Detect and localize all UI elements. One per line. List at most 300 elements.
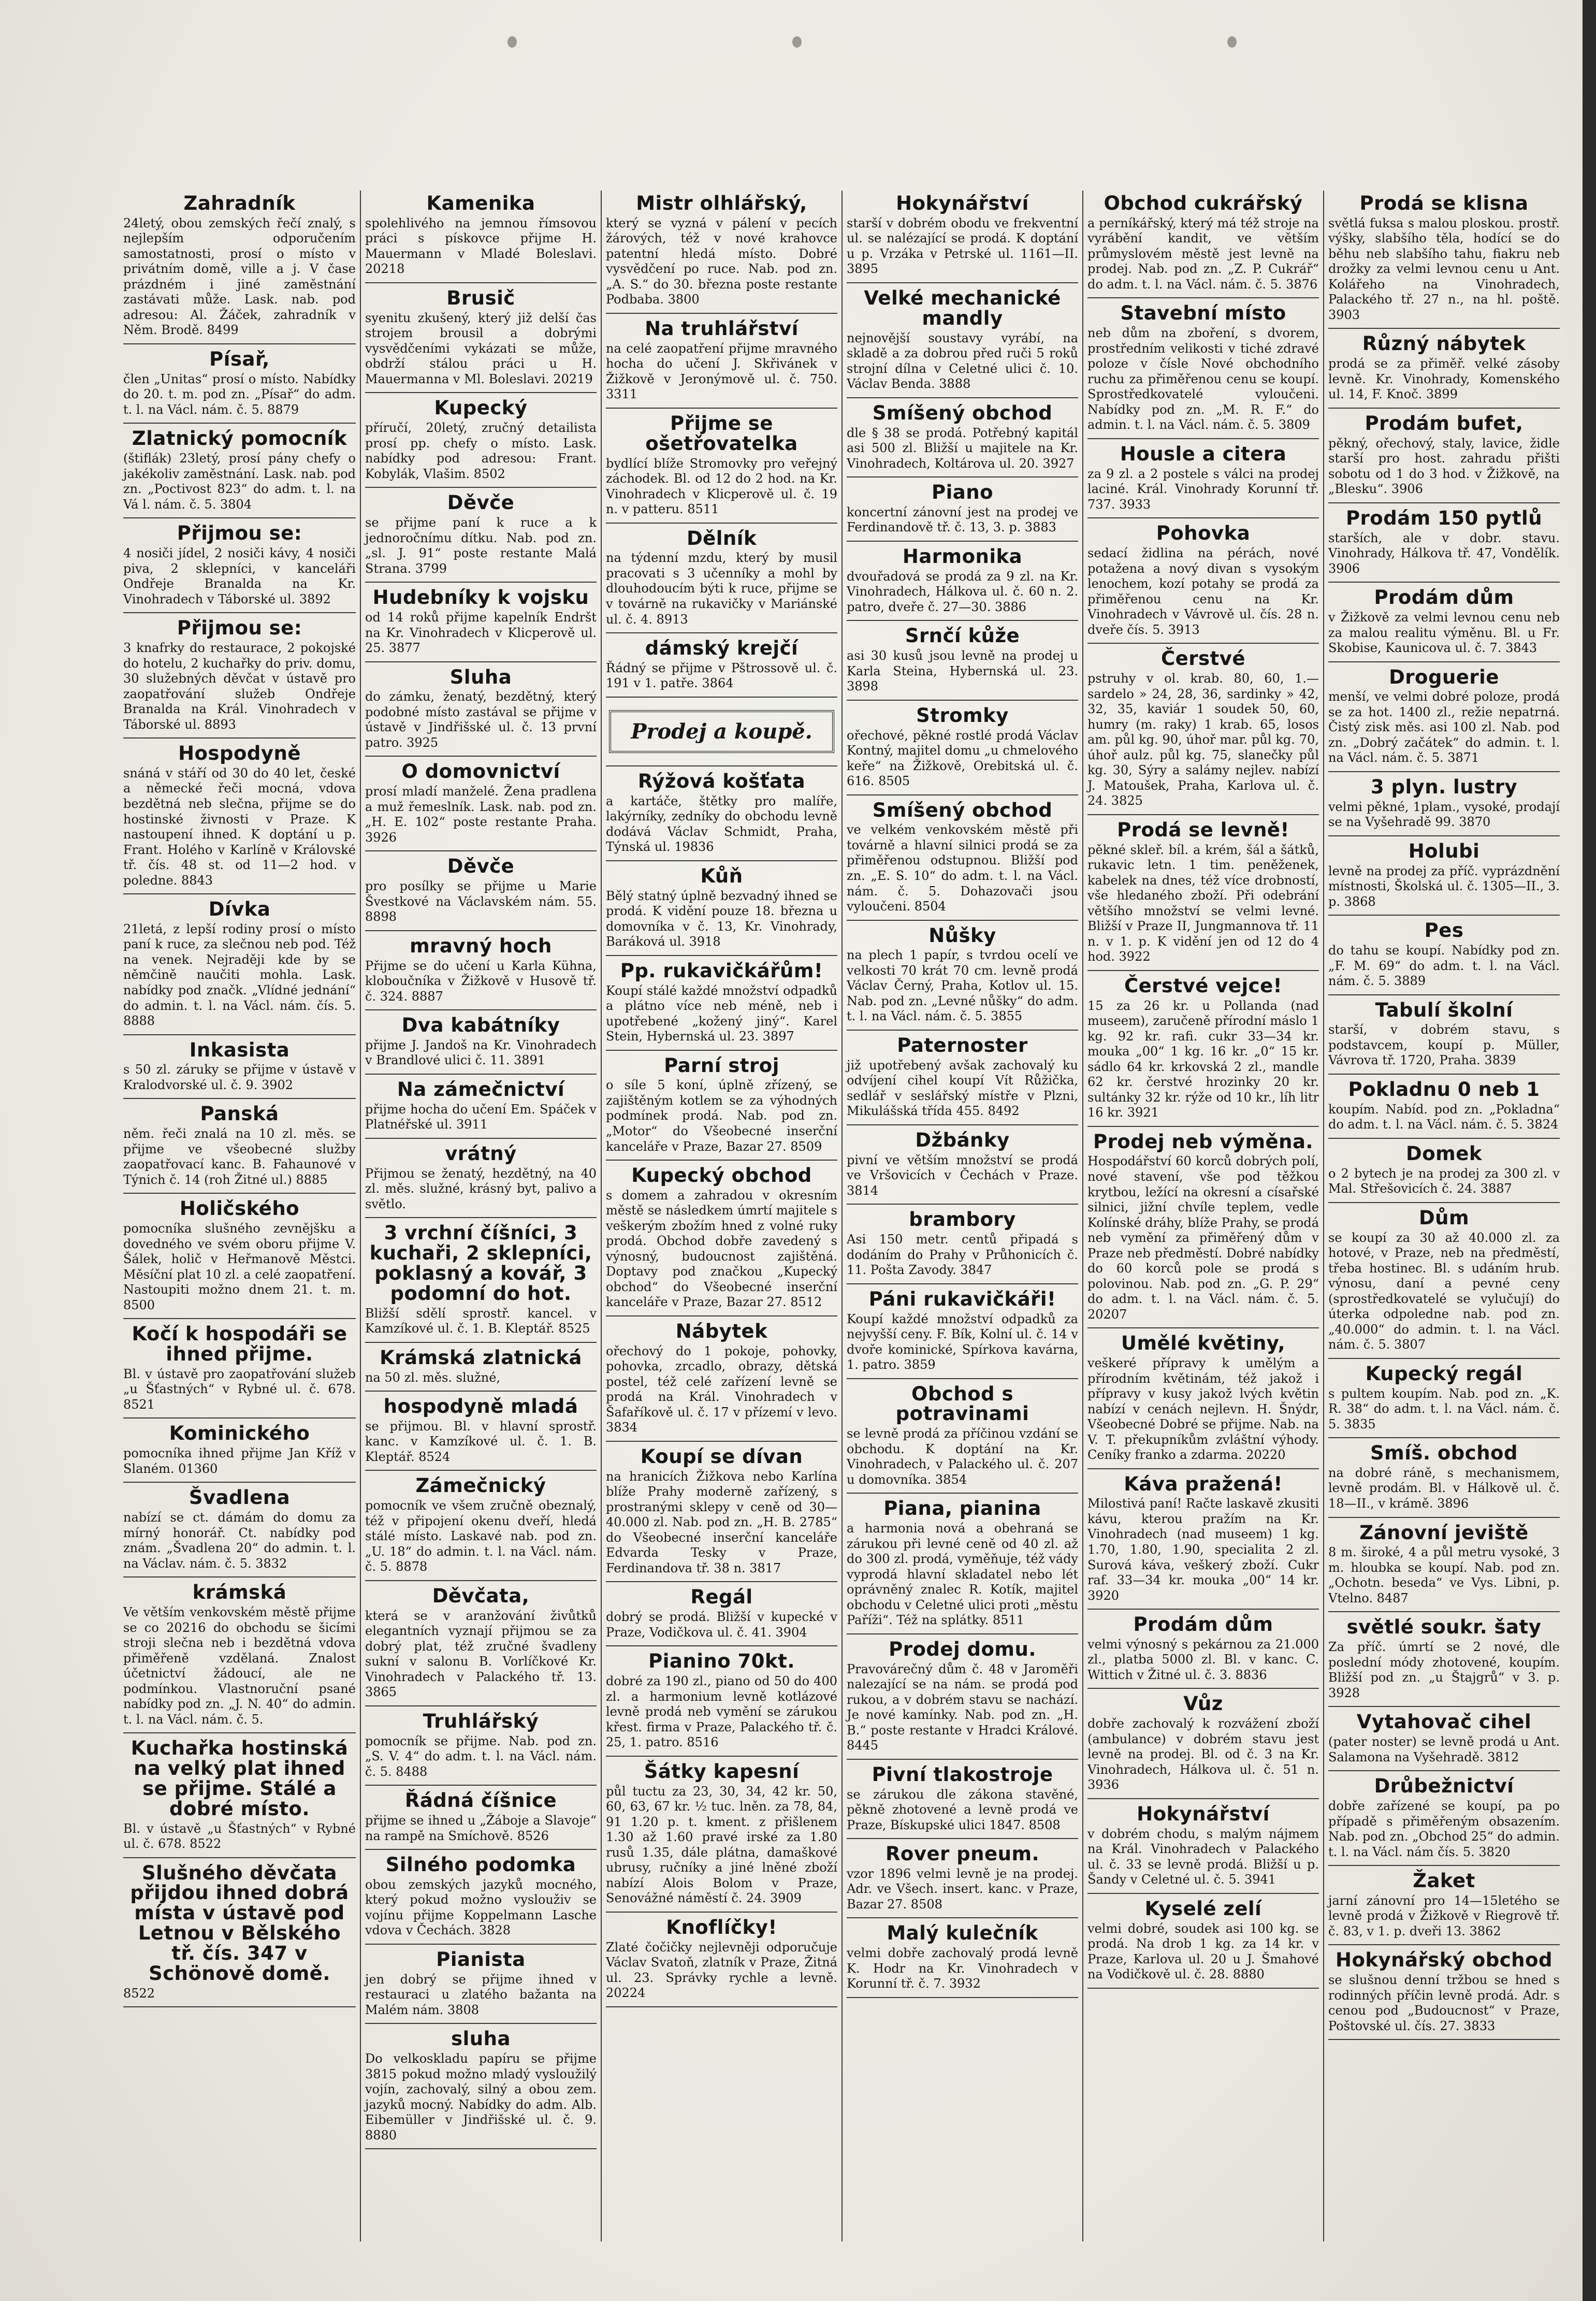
ad-heading: 3 plyn. lustry — [1370, 775, 1518, 798]
ad-text: levně na prodej za příč. vyprázdnění místnosti, Školská ul. č. 1305—II., 3. p. 3868 — [1328, 863, 1560, 909]
ad-heading: Panská — [200, 1103, 279, 1125]
classified-ad — [847, 1920, 1078, 1998]
ad-text: světlá fuksa s malou ploskou. prostř. výšky, slabšího těla, hodící se do běhu neb slabšího tahu, fiakru neb drožky za velmi levnou cenu u Ant. Kolářeho na Vinohradech, Palackého tř. 27 n., na hl. poště. 3903 — [1328, 215, 1560, 322]
column-3 — [601, 191, 841, 2241]
ad-heading: Slušného děvčata přijdou ihned dobrá místa v ústavě pod Letnou v Bělského tř. čís. 347 v Schönově domě. — [130, 1861, 349, 1985]
classified-ad — [365, 285, 597, 393]
ad-text: ořechový do 1 pokoje, pohovky, pohovka, zrcadlo, obrazy, dětská postel, též celé zařízení levně se prodá na Král. Vinohradech v Šafaříkově ul. č. 17 v přízemí v levo. 3834 — [606, 1343, 837, 1435]
ad-heading: O domovnictví — [401, 760, 560, 783]
ad-text: pomocníka slušného zevnějšku a dovedného ve svém oboru přijme V. Šálek, holič v Heřmanově Městci. Měsíční plat 10 zl. a celé zaopatření. Nastoupiti možno dnem 21. t. m. 8500 — [123, 1221, 356, 1312]
ad-text: dobré za 190 zl., piano od 50 do 400 zl. a harmonium levně kotlázové levně prodá neb vymění se zárukou křest. firma v Praze, Palackého tř. č. 25, 1. patro. 8516 — [606, 1674, 837, 1750]
ad-heading: Žaket — [1413, 1870, 1475, 1892]
ad-text: dle § 38 se prodá. Potřebný kapitál asi 500 zl. Bližší u majitele na Kr. Vinohradech, Koltárova ul. 20. 3927 — [847, 425, 1078, 471]
classified-ad — [847, 1496, 1078, 1634]
classified-ad — [1328, 1773, 1560, 1866]
classified-ad — [847, 1127, 1078, 1205]
ad-heading: Vůz — [1183, 1692, 1223, 1715]
classified-ad — [123, 346, 356, 424]
ad-text: Zlaté čočičky nejlevněji odporučuje Václav Svatoň, zlatník v Praze, Žitná ul. 23. Správky rychle a levně. 20224 — [606, 1940, 837, 2001]
classified-ad — [365, 2026, 597, 2149]
ad-heading: Domek — [1406, 1142, 1482, 1165]
ad-text: na hranicích Žižkova nebo Karlína blíže Prahy moderně zařízený, s prostranými sklepy v ceně od 30—40.000 zl. Nab. pod zn. „H. B. 2785“ do Všeobecné inserční kanceláře Edvarda Tesky v Praze, Ferdinandova tř. 38 n. 3817 — [606, 1469, 837, 1575]
ad-heading: Kyselé zelí — [1144, 1897, 1262, 1920]
ad-text: pomocník se přijme. Nab. pod zn. „S. V. 4“ do adm. t. l. na Václ. nám. č. 5. 8488 — [365, 1733, 597, 1779]
page-edge — [1583, 0, 1596, 2301]
ad-text: neb dům na zboření, s dvorem, prostředním velikosti v tiché zdravé poloze v čísle Nové obchodního ruchu za přiměřenou cenu se koupí. Sprostředkovatelé vyloučeni. Nabídky pod zn. „M. R. F.“ do admin. t. l. na Václ. nám. č. 5. 3809 — [1087, 326, 1319, 432]
ad-heading: Džbánky — [915, 1128, 1010, 1151]
section-banner — [606, 700, 837, 766]
classified-ad — [606, 411, 837, 524]
classified-ad — [1087, 1330, 1319, 1469]
ad-heading: 3 vrchní číšníci, 3 kuchaři, 2 sklepníci, poklasný a kovář, 3 podomní do hot. — [369, 1222, 592, 1305]
ad-heading: Pianino 70kt. — [648, 1650, 795, 1673]
ad-text: velmi pěkné, 1plam., vysoké, prodají se na Vyšehradě 99. 3870 — [1328, 799, 1560, 830]
classified-ad — [123, 1485, 356, 1578]
classified-ad — [847, 1762, 1078, 1839]
ad-text: přijme J. Jandoš na Kr. Vinohradech v Brandlové ulici č. 11. 3891 — [365, 1037, 597, 1068]
header-mark — [507, 36, 517, 48]
ad-text: Ve větším venkovském městě přijme se co 20216 do obchodu se šicími stroji slečna neb i bezdětná vdova přiměřeně vzdělaná. Znalost účetnictví žádoucí, ale ne podmínkou. Vlastnoruční psané nabídky pod zn. „J. N. 40“ do admin. t. l. na Václ. nám. č. 5. — [123, 1605, 356, 1727]
classified-ad — [606, 1915, 837, 2007]
ad-heading: Kupecký obchod — [631, 1164, 812, 1187]
ad-text: na 50 zl. měs. služné, — [365, 1370, 501, 1385]
classified-ad — [123, 1196, 356, 1319]
ad-text: člen „Unitas“ prosí o místo. Nabídky do 20. t. m. pod zn. „Písař“ do adm. t. l. na Václ. nám. č. 5. 8879 — [123, 371, 356, 417]
ad-heading: Koupí se dívan — [640, 1445, 803, 1468]
classified-ad — [365, 1012, 597, 1075]
classified-ad — [365, 1947, 597, 2024]
ad-text: Bl. v ústavě pro zaopatřování služeb „u Šťastných“ v Rybné ul. č. 678. 8521 — [123, 1366, 356, 1412]
ad-text: dobře zachovalý k rozvážení zboží (ambulance) v dobrém stavu jest levně na prodej. Bl. od č. 3 na Kr. Vinohradech, Hálkova ul. č. 51 n. 3936 — [1087, 1716, 1319, 1792]
classified-ad — [1087, 1612, 1319, 1689]
ad-text: koncertní zánovní jest na prodej ve Ferdinandově tř. č. 13, 3. p. 3883 — [847, 504, 1078, 535]
ad-text: Řádný se přijme v Pštrossově ul. č. 191 v 1. patře. 3864 — [606, 660, 837, 691]
ad-text: dobrý se prodá. Bližší v kupecké v Praze, Vodičkova ul. č. 41. 3904 — [606, 1610, 837, 1640]
ad-text: snáná v stáří od 30 do 40 let, české a německé řeči mocná, vdova bezdětná neb slečna, přijme se do hostinské živnosti v Praze. K nastoupení ihned. K doptání u p. Frant. Holého v Karlíně v Královské tř. čís. 48 st. od 11—2 hod. v poledne. 8843 — [123, 765, 356, 888]
ad-heading: Dělník — [686, 527, 757, 549]
ad-text: starších, ale v dobr. stavu. Vinohrady, Hálkova tř. 47, Vondělík. 3906 — [1328, 530, 1560, 576]
ad-heading: Na zámečnictví — [397, 1078, 565, 1101]
ad-heading: Srnčí kůže — [905, 625, 1020, 647]
ad-heading: hospodyně mladá — [383, 1395, 578, 1418]
header-mark — [792, 36, 802, 48]
ad-text: v dobrém chodu, s malým nájmem na Král. Vinohradech v Palackého ul. č. 33 se levně prodá. Bližší u p. Šandy v Celetné ul. č. 5. 3941 — [1087, 1826, 1319, 1887]
classified-ad — [847, 480, 1078, 542]
ad-heading: Umělé květiny, — [1121, 1332, 1286, 1355]
ad-heading: Vytahovač cihel — [1356, 1711, 1532, 1733]
ad-heading: Řádná číšnice — [404, 1789, 557, 1812]
ad-heading: Prodej neb výměna. — [1093, 1130, 1313, 1153]
classified-ad — [1328, 664, 1560, 772]
ad-text: Pravovárečný dům č. 48 v Jaroměři nalezající se na nám. se prodá pod rukou, a v dobrém stavu se nachází. Je nové kamínky. Nab. pod zn. „H. B.“ poste restante v Hradci Králové. 8445 — [847, 1661, 1078, 1753]
column-6 — [1323, 191, 1564, 2241]
ad-text: 3 knafrky do restaurace, 2 pokojské do hotelu, 2 kuchařky do priv. domu, 30 služebných děvčat v ústavě pro zaopatřování služeb Ondřeje Branalda na Král. Vinohradech v Táborské ul. 8893 — [123, 641, 356, 732]
ad-text: 8522 — [123, 1986, 155, 2001]
ad-text: něm. řeči znalá na 10 zl. měs. se přijme ve všeobecné služby zaopatřovací kanc. B. Fahaunové v Týnich č. 14 (roh Žitné ul.) 8885 — [123, 1126, 356, 1187]
ad-heading: světlé soukr. šaty — [1346, 1616, 1542, 1639]
ad-text: nabízí se ct. dámám do domu za mírný honorář. Ct. nabídky pod znám. „Švadlena 20“ do admin. t. l. na Václav. nám. č. 5. 3832 — [123, 1510, 356, 1571]
ad-heading: Děvčata, — [432, 1584, 530, 1607]
classified-ad — [847, 1286, 1078, 1379]
ad-heading: Pohovka — [1156, 522, 1251, 545]
ad-text: sedací židlina na pérách, nové potažena a nový divan s vysokým lenochem, kozí potahy se prodá za přiměřenou cenu na Kr. Vinohradech v Vávrově ul. čís. 28 n. dveře čís. 5. 3913 — [1087, 546, 1319, 637]
classified-ad — [606, 958, 837, 1051]
column-5 — [1082, 191, 1323, 2241]
classified-ad — [365, 191, 597, 283]
ad-heading: Přijme se ošetřovatelka — [645, 412, 798, 455]
classified-ad — [1328, 774, 1560, 836]
ad-text: na celé zaopatření přijme mravného hocha do učení J. Skřivánek v Žižkově v Jeronýmově ul. č. 750. 3311 — [606, 341, 837, 402]
ad-heading: Smíšený obchod — [872, 401, 1053, 424]
classified-ad — [1328, 1205, 1560, 1359]
classified-ad — [365, 933, 597, 1010]
classified-ad — [123, 1735, 356, 1858]
ad-heading: Nábytek — [675, 1320, 768, 1342]
classified-ad — [606, 1584, 837, 1646]
classified-ad — [606, 1648, 837, 1756]
ad-text: o 2 bytech je na prodej za 300 zl. v Mal. Střešovicích č. 24. 3887 — [1328, 1166, 1560, 1196]
ad-heading: Dům — [1418, 1206, 1470, 1229]
ad-text: velmi dobré, soudek asi 100 kg. se prodá. Na drob 1 kg. za 14 kr. v Praze, Karlova ul. 20 u J. Šmahové na Vodičkově ul. č. 28. 8880 — [1087, 1921, 1319, 1982]
ad-text: pomocníka ihned přijme Jan Kříž v Slaném. 01360 — [123, 1446, 356, 1476]
ad-text: 24letý, obou zemských řečí znalý, s nejlepším odporučením samostatnosti, prosí o místo v privátním domě, ville a j. V čase prázdném i jiné zaměstnání zastávati může. Lask. nab. pod adresou: Al. Žáček, zahradník v Něm. Brodě. 8499 — [123, 215, 356, 338]
ad-heading: Kočí k hospodáři se ihned přijme. — [132, 1323, 347, 1366]
classified-ad — [847, 285, 1078, 398]
classified-ad — [606, 1163, 837, 1316]
classified-ad — [847, 1637, 1078, 1760]
ad-text: 8 m. široké, 4 a půl metru vysoké, 3 m. hloubka se koupí. Nab. pod zn. „Ochotn. beseda“ ve Vys. Libni, p. Vtelno. 8487 — [1328, 1545, 1560, 1605]
ad-text: Hospodářství 60 korců dobrých polí, nové stavení, vše pod těžkou krytbou, ležící na okresní a císařské silnici, jižní chvíle teplem, vedle Kolínské dráhy, blíže Prahy, se prodá neb vymění za přiměřený dům v Praze neb předměstí. Dobré nabídky do 60 korců pole se prodá s polovinou. Nab. pod zn. „G. P. 29“ do adm. t. l. na Václ. nám. č. 5. 20207 — [1087, 1154, 1319, 1322]
classified-ad — [1087, 973, 1319, 1127]
classified-ad — [606, 526, 837, 633]
ad-heading: Rover pneum. — [885, 1843, 1040, 1865]
ad-text: se přijme paní k ruce a k jednoročnímu dítku. Nab. pod zn. „sl. J. 91“ poste restante Malá Strana. 3799 — [365, 515, 597, 576]
classified-ad — [1087, 441, 1319, 518]
ad-heading: Přijmou se: — [177, 522, 302, 545]
classified-ad — [1087, 1691, 1319, 1799]
classified-ad — [365, 1141, 597, 1218]
ad-heading: Děvče — [447, 855, 515, 878]
ad-heading: Silného podomka — [385, 1854, 576, 1876]
ad-heading: Droguerie — [1389, 665, 1499, 688]
ad-text: Bělý statný úplně bezvadný ihned se prodá. K vidění pouze 18. března u domovníka v č. 13, Kr. Vinohrady, Baráková ul. 3918 — [606, 888, 837, 949]
ad-heading: Stavební místo — [1120, 302, 1286, 325]
ad-text: ořechové, pěkné rostlé prodá Václav Kontný, majitel domu „u chmelového keře“ na Žižkově, Orebitská ul. č. 616. 8505 — [847, 728, 1078, 789]
ad-heading: Čerstvé vejce! — [1124, 974, 1283, 997]
ad-heading: Velké mechanické mandly — [864, 286, 1061, 329]
ad-heading: Zahradník — [183, 192, 296, 214]
ad-heading: Prodá se levně! — [1117, 818, 1289, 841]
ad-text: v Žižkově za velmi levnou cenu neb za malou realitu výměnu. Bl. u Fr. Skobise, Kaunicova ul. č. 7. 3843 — [1328, 610, 1560, 656]
ad-text: již upotřebený avšak zachovalý ku odvíjení cihel koupí Vít Růžička, sedlář v seslářský místře v Plzni, Mikulášská třída 455. 8492 — [847, 1058, 1078, 1119]
ad-text: do tahu se koupí. Nabídky pod zn. „F. M. 69“ do adm. t. l. na Václ. nám. č. 5. 3889 — [1328, 943, 1560, 989]
ad-text: se slušnou denní tržbou se hned s rodinných příčin levně prodá. Adr. s cenou pod „Budoucnost“ v Praze, Poštovské ul. čís. 27. 3833 — [1328, 1973, 1560, 2033]
ad-text: obou zemských jazyků mocného, který pokud možno vyslouživ se vojínu přijme Koppelmann Lasche vdova v Čechách. 3828 — [365, 1877, 597, 1938]
classified-ad — [123, 1101, 356, 1194]
ad-heading: Zánovní jeviště — [1359, 1521, 1529, 1544]
classified-ad — [847, 1207, 1078, 1284]
ad-heading: Knoflíčky! — [666, 1916, 777, 1938]
ad-text: a harmonia nová a obehraná se zárukou při levné ceně od 40 zl. až do 300 zl. prodá, vyměňuje, též vády vyprodá hlavní skladatel nebo lét oprávněný znalec R. Kotík, majitel obchodu v Celetné ulici proti „městu Paříži“. Též na splátky. 8511 — [847, 1521, 1078, 1628]
classified-ad — [606, 1444, 837, 1582]
classified-ad — [606, 1319, 837, 1442]
classified-ad — [1328, 1077, 1560, 1139]
ad-heading: Šátky kapesní — [644, 1760, 800, 1783]
ad-text: dobře zařízené se koupí, pa po případě s přiměřeným obsazením. Nab. pod zn. „Obchod 25“ do admin. t. l. na Václ. nám čís. 5. 3820 — [1328, 1799, 1560, 1859]
classified-ad — [1328, 1709, 1560, 1771]
ad-text: Do velkoskladu papíru se přijme 3815 pokud možno mladý vysloužilý vojín, zachovalý, silný a obou zem. jazyků mocný. Nabídky do adm. Alb. Eibemüller v Jindřišské ul. č. 9. 8880 — [365, 2051, 597, 2143]
ad-heading: Švadlena — [188, 1486, 291, 1509]
classified-ad — [847, 1033, 1078, 1125]
ad-text: který se vyzná v pálení v pecích žárových, též v nové krahovce patentní hledá místo. Dobré vysvědčení po ruce. Nab. pod zn. „A. S.“ do 30. března poste restante Podbaba. 3800 — [606, 215, 837, 307]
ad-text: velmi dobře zachovalý prodá levně K. Hodr na Kr. Vinohradech v Korunní tř. č. 7. 3932 — [847, 1946, 1078, 1991]
ad-text: s domem a zahradou v okresním městě se následkem úmrtí majitele s veškerým zbožím hned z volné ruky prodá. Obchod dobře zavedený s výnosný, budoucnost zajištěná. Doptavy pod značkou „Kupecký obchod“ do Všeobecné inserční kanceláře v Praze, Bazar 27. 8512 — [606, 1188, 837, 1310]
classified-ad — [1328, 1361, 1560, 1438]
ad-text: veškeré přípravy k umělým a přírodním květinám, též jakož i přípravy v kusy jakož lvých květin nabízí v cenách nejlevn. H. Šnýdr, Všeobecné Dobré se přijme. Nab. na V. T. překupníkům zvláštní výhody. Ceníky franko a zdarma. 20220 — [1087, 1355, 1319, 1463]
ad-text: Bl. v ústavě „u Šťastných“ v Rybné ul. č. 678. 8522 — [123, 1821, 356, 1851]
classified-columns — [119, 191, 1564, 2241]
ad-text: za 9 zl. a 2 postele s válci na prodej laciné. Král. Vinohrady Korunní tř. 737. 3933 — [1087, 466, 1319, 512]
classified-ad — [606, 1759, 837, 1913]
ad-text: Přijme se do učení u Karla Kühna, kloboučníka v Žižkově v Husově tř. č. 324. 8887 — [365, 958, 597, 1004]
ad-heading: Nůšky — [928, 924, 996, 947]
classified-ad — [847, 544, 1078, 621]
ad-text: a kartáče, štětky pro malíře, lakýrníky, zedníky do obchodu levně dodává Václav Schmidt, Praha, Týnská ul. 19836 — [606, 793, 837, 855]
classified-ad — [606, 863, 837, 956]
classified-ad — [1087, 1896, 1319, 1989]
classified-ad — [365, 759, 597, 851]
ad-heading: krámská — [192, 1581, 287, 1604]
ad-heading: Prodám bufet, — [1365, 412, 1524, 435]
ad-text: nejnovější soustavy vyrábí, na skladě a za dobrou před ruči 5 roků strojní dílna v Celetné ulici č. 10. Václav Benda. 3888 — [847, 330, 1078, 392]
ad-heading: Rýžová košťata — [637, 770, 806, 792]
classified-ad — [847, 703, 1078, 795]
ad-heading: Truhlářský — [423, 1710, 539, 1732]
classified-ad — [1087, 191, 1319, 298]
ad-heading: Tabulí školní — [1375, 998, 1513, 1021]
ad-text: 15 za 26 kr. u Pollanda (nad museem), zaručeně přírodní máslo 1 kg. 92 kr. rafi. cukr 33—34 kr. mouka „00“ 1 kg. 16 kr. „0“ 15 kr. sádlo 64 kr. krkovská 2 zl., mandle 62 kr. čerstvé hrozinky 20 kr. sultánky 32 kr. rýže od 10 kr., líh litr 16 kr. 3921 — [1087, 998, 1319, 1120]
ad-heading: Parní stroj — [664, 1054, 779, 1077]
ad-text: prodá se za přiměř. velké zásoby levně. Kr. Vinohrady, Komenského ul. 14, F. Knoč. 3899 — [1328, 356, 1560, 402]
classified-ad — [123, 615, 356, 739]
classified-ad — [1087, 520, 1319, 644]
ad-heading: Mistr olhlářský, — [636, 192, 807, 214]
ad-heading: Pianista — [436, 1948, 526, 1971]
classified-ad — [365, 1345, 597, 1392]
ad-heading: Hospodyně — [178, 742, 301, 765]
ad-heading: Stromky — [916, 704, 1009, 727]
ad-heading: Hokynářský obchod — [1336, 1949, 1553, 1972]
ad-heading: mravný hoch — [410, 934, 552, 957]
classified-ad — [1087, 1471, 1319, 1610]
ad-heading: Prodám dům — [1374, 586, 1514, 609]
classified-ad — [1328, 838, 1560, 916]
ad-heading: vrátný — [445, 1142, 517, 1165]
ad-heading: Drůbežnictví — [1374, 1775, 1514, 1798]
classified-ad — [365, 395, 597, 488]
classified-ad — [606, 635, 837, 698]
classified-ad — [123, 741, 356, 894]
ad-text: (štiflák) 23letý, prosí pány chefy o jakékoliv zaměstnání. Lask. nab. pod zn. „Poctivost 823“ do adm. t. l. na Vá l. nám. č. 5. 3804 — [123, 451, 356, 512]
ad-heading: Zlatnický pomocník — [132, 427, 347, 450]
classified-ad — [123, 191, 356, 344]
classified-ad — [1087, 1129, 1319, 1329]
classified-ad — [365, 1394, 597, 1471]
ad-text: o síle 5 koní, úplně zřízený, se zajištěným kotlem se za výhodných podmínek prodá. Nab. pod zn. „Motor“ do Všeobecné inserční kanceláře v Praze, Bazar 27. 8509 — [606, 1078, 837, 1154]
classified-ad — [847, 923, 1078, 1031]
ad-text: asi 30 kusů jsou levně na prodej u Karla Steina, Hybernská ul. 23. 3898 — [847, 648, 1078, 694]
classified-ad — [123, 1860, 356, 2008]
classified-ad — [365, 1788, 597, 1850]
ad-heading: Různý nábytek — [1362, 332, 1526, 355]
classified-ad — [123, 520, 356, 613]
classified-ad — [847, 400, 1078, 477]
ad-heading: Páni rukavičkáři! — [868, 1287, 1056, 1310]
ad-heading: Dívka — [208, 898, 271, 921]
ad-heading: Přijmou se: — [177, 617, 302, 640]
classified-ad — [365, 490, 597, 583]
column-4 — [841, 191, 1082, 2241]
ad-text: na dobré ráně, s mechanismem, levně prodám. Bl. v Hálkově ul. č. 18—II., v krámě. 3896 — [1328, 1465, 1560, 1511]
ad-heading: Prodá se klisna — [1359, 192, 1529, 214]
ad-text: Koupí stálé každé množství odpadků a plátno více neb méně, neb i upotřebené „kožený jiný“. Karel Stein, Hybernská ul. 23. 3897 — [606, 983, 837, 1044]
classified-ad — [365, 1220, 597, 1342]
classified-ad — [365, 1077, 597, 1139]
classified-ad — [1328, 1520, 1560, 1613]
ad-text: od 14 roků přijme kapelník Endršt na Kr. Vinohradech v Klicperově ul. 25. 3877 — [365, 610, 597, 656]
ad-text: prosí mladí manželé. Žena pradlena a muž řemeslník. Lask. nab. pod zn. „H. E. 102“ poste restante Praha. 3926 — [365, 784, 597, 845]
ad-heading: Obchod s potravinami — [895, 1382, 1029, 1425]
classified-ad — [123, 426, 356, 518]
ad-heading: sluha — [451, 2028, 511, 2050]
ad-text: dvouřadová se prodá za 9 zl. na Kr. Vinohradech, Hálkova ul. č. 60 n. 2. patro, dveře č. 27—30. 3886 — [847, 569, 1078, 614]
ad-heading: Kupecký regál — [1365, 1362, 1523, 1385]
ad-heading: Dva kabátníky — [401, 1014, 560, 1037]
ad-text: koupím. Nabíd. pod zn. „Pokladna“ do adm. t. l. na Václ. nám. č. 5. 3824 — [1328, 1102, 1560, 1132]
ad-text: půl tuctu za 23, 30, 34, 42 kr. 50, 60, 63, 67 kr. ½ tuc. lněn. za 78, 84, 91 1.20 p. t. kment. z přišlenem 1.30 až 1.60 pravé irské za 1.80 rusů 1.35, dále plátna, damaškové ubrusy, ručníky a jiné lněné zboží nabízí Alois Bolom v Praze, Senovážné náměstí č. 24. 3909 — [606, 1784, 837, 1906]
ad-text: Koupí každé množství odpadků za nejvyšší ceny. F. Bík, Kolní ul. č. 14 v dvoře kominické, Spírkova kavárna, 1. patro. 3859 — [847, 1311, 1078, 1372]
classified-ad — [847, 798, 1078, 921]
ad-text: 21letá, z lepší rodiny prosí o místo paní k ruce, za slečnou neb pod. Též na venek. Nejraději kde by se němčině naučiti mohla. Lask. nabídky pod značk. „Vlídné jednání“ do admin. t. l. na Václ. nám. čís. 5. 8888 — [123, 921, 356, 1029]
ad-text: Přijmou se ženatý, hezdětný, na 40 zl. měs. služné, krásný byt, palivo a světlo. — [365, 1166, 597, 1211]
ad-heading: Hokynářství — [1137, 1802, 1270, 1825]
ad-heading: Obchod cukrářský — [1104, 192, 1303, 214]
classified-ad — [1328, 1440, 1560, 1517]
ad-text: (pater noster) se levně prodá u Ant. Salamona na Vyšehradě. 3812 — [1328, 1734, 1560, 1764]
ad-heading: Holubi — [1408, 840, 1480, 862]
classified-ad — [365, 853, 597, 931]
classified-ad — [847, 1841, 1078, 1918]
ad-text: přijme hocha do učení Em. Spáček v Platnéřské ul. 3911 — [365, 1102, 597, 1132]
ad-text: jen dobrý se přijme ihned v restauraci u zlatého bažanta na Malém nám. 3808 — [365, 1972, 597, 2017]
ad-heading: Malý kulečník — [887, 1922, 1038, 1945]
ad-heading: dámský krejčí — [645, 637, 799, 660]
classified-ad — [123, 1037, 356, 1099]
ad-heading: Pivní tlakostroje — [872, 1763, 1053, 1786]
ad-heading: Prodej domu. — [889, 1638, 1036, 1660]
header-mark — [1227, 36, 1237, 48]
ad-text: bydlící blíže Stromovky pro veřejný záchodek. Bl. od 12 do 2 hod. na Kr. Vinohradech v Klicperově ul. č. 19 n. v patteru. 8511 — [606, 456, 837, 517]
ad-heading: Pes — [1424, 919, 1464, 942]
classified-ad — [1087, 817, 1319, 971]
classified-ad — [365, 1583, 597, 1706]
classified-ad — [1087, 300, 1319, 439]
ad-heading: Prodám dům — [1133, 1613, 1273, 1636]
ad-text: s 50 zl. záruky se přijme v ústavě v Kralodvorské ul. č. 9. 3902 — [123, 1062, 356, 1092]
ad-heading: Kupecký — [434, 397, 528, 419]
classified-ad — [606, 191, 837, 314]
ad-heading: Pp. rukavičkářům! — [620, 959, 823, 982]
ad-text: se přijmou. Bl. v hlavní sprostř. kanc. v Kamzíkové ul. č. 1. B. Kleptář. 8524 — [365, 1419, 597, 1464]
ad-heading: Kamenika — [426, 192, 535, 214]
ad-heading: Prodám 150 pytlů — [1345, 506, 1543, 529]
classified-ad — [123, 1321, 356, 1419]
ad-heading: Sluha — [449, 665, 512, 688]
ad-text: na týdenní mzdu, který by musil pracovati s 3 učenníky a mohl by dlouhodoucím býti k ruce, přijme se v továrně na rukavičky v Mariánské ul. č. 4. 8913 — [606, 551, 837, 627]
ad-text: starší v dobrém obodu ve frekventní ul. se nalézající se prodá. K doptání u p. Vrzáka v Petrské ul. 1161—II. 3895 — [847, 215, 1078, 277]
ad-heading: brambory — [909, 1208, 1016, 1231]
classified-ad — [365, 1709, 597, 1786]
column-1 — [119, 191, 360, 2241]
classified-ad — [1328, 918, 1560, 995]
ad-text: do zámku, ženatý, bezdětný, který podobné místo zastával se přijme v ústavě v Jindřišské ul. č. 13 první patro. 3925 — [365, 689, 597, 750]
ad-heading: Čerstvé — [1161, 647, 1245, 670]
ad-text: na plech 1 papír, s tvrdou ocelí ve velkosti 70 krát 70 cm. levně prodá Václav Černý, Praha, Kotlov ul. 15. Nab. pod zn. „Levné nůšky“ do adm. t. l. na Václ. nám. č. 5. 3855 — [847, 948, 1078, 1024]
classified-ad — [606, 769, 837, 861]
classified-ad — [847, 191, 1078, 283]
classified-ad — [1087, 1801, 1319, 1894]
ad-heading: Děvče — [447, 491, 515, 514]
classified-ad — [1328, 1141, 1560, 1203]
ad-heading: Housle a citera — [1120, 442, 1287, 465]
ad-text: pomocník ve všem zručně obeznalý, též v připojení okenu dveří, hledá stálé místo. Laskavé nab. pod zn. „U. 18“ do admin. t. l. na Václ. nám. č. 5. 8878 — [365, 1498, 597, 1574]
ad-text: přijme se ihned u „Žáboje a Slavoje“ na rampě na Smíchově. 8526 — [365, 1813, 597, 1843]
ad-text: Bližší sdělí sprostř. kancel. v Kamzíkové ul. č. 1. B. Kleptář. 8525 — [365, 1306, 597, 1336]
ad-text: Asi 150 metr. centů připadá s dodáním do Prahy v Průhonicích č. 11. Pošta Zavody. 3847 — [847, 1232, 1078, 1278]
classified-ad — [1328, 1614, 1560, 1707]
classified-ad — [365, 664, 597, 757]
ad-heading: Hokynářství — [896, 192, 1029, 214]
ad-heading: Kominického — [169, 1422, 310, 1445]
ad-heading: Holičského — [179, 1197, 300, 1220]
classified-ad — [606, 1053, 837, 1161]
ad-text: syenitu zkušený, který již delší čas strojem brousil a dobrými vysvědčeními vykázati se může, obdrží stálou práci u H. Mauermanna v Ml. Boleslavi. 20219 — [365, 310, 597, 386]
classified-ad — [365, 1473, 597, 1581]
classified-ad — [1328, 331, 1560, 408]
ad-heading: Smíšený obchod — [872, 799, 1053, 821]
ad-text: příručí, 20letý, zručný detailista prosí pp. chefy o místo. Lask. nabídky pod adresou: Frant. Kobylák, Vlašim. 8502 — [365, 421, 597, 481]
ad-heading: Smíš. obchod — [1370, 1442, 1518, 1465]
classified-ad — [847, 623, 1078, 700]
classified-ad — [1328, 997, 1560, 1075]
ad-heading: Krámská zlatnická — [380, 1346, 582, 1369]
ad-text: se koupí za 30 až 40.000 zl. za hotové, v Praze, neb na předměstí, třeba hostinec. Bl. s udáním hrub. výnosu, daní a pevné ceny (sprostředkovatelé se vylučují) do úterka odpoledne nab. pod zn. „40.000“ do admin. t. l. na Václ. nám. č. 5. 3807 — [1328, 1230, 1560, 1352]
ad-heading: Kůň — [700, 864, 743, 887]
ad-heading: Brusič — [446, 286, 515, 309]
ad-text: pěkné skleř. bíl. a krém, šál a šátků, rukavic letn. 1 tim. peněženek, kabelek na dnes, též více drobností, vše hledaného zboží. Při odebrání většího množství se velmi levné. Bližší v Praze II, Jungmannova tř. 11 n. v 1. p. K vidění jen od 12 do 4 hod. 3922 — [1087, 842, 1319, 964]
ad-heading: Paternoster — [897, 1034, 1028, 1057]
column-2 — [360, 191, 601, 2241]
ad-text: Milostivá paní! Račte laskavě zkusiti kávu, kterou pražím na Kr. Vinohradech (nad museem) 1 kg. 1.70, 1.80, 1.90, specialita 2 zl. Surová káva, veškerý zboží. Cukr raf. 33—34 kr. mouka „00“ 14 kr. 3920 — [1087, 1496, 1319, 1603]
ad-heading: Zámečnický — [415, 1474, 546, 1497]
ad-heading: Na truhlářství — [645, 317, 799, 340]
ad-text: ve velkém venkovském městě při továrně a hlavní silnici prodá se za přiměřenou odstupnou. Bližší pod zn. „E. S. 10“ do adm. t. l. na Václ. nám. č. 5. Dohazovači jsou vyloučeni. 8504 — [847, 822, 1078, 914]
ad-text: spolehlivého na jemnou římsovou práci s pískovce přijme H. Mauermann v Mladé Boleslavi. 20218 — [365, 215, 597, 277]
classified-ad — [365, 585, 597, 662]
ad-text: s pultem koupím. Nab. pod zn. „K. R. 38“ do adm. t. l. na Václ. nám. č. 5. 3835 — [1328, 1386, 1560, 1431]
ad-text: pěkný, ořechový, staly, lavice, židle starší pro host. zahradu přišti sobotu od 1 do 3 hod. v Žižkově, na „Blesku“. 3906 — [1328, 436, 1560, 497]
ad-heading: Kuchařka hostinská na velký plat ihned se přijme. Stálé a dobré místo. — [130, 1737, 349, 1820]
